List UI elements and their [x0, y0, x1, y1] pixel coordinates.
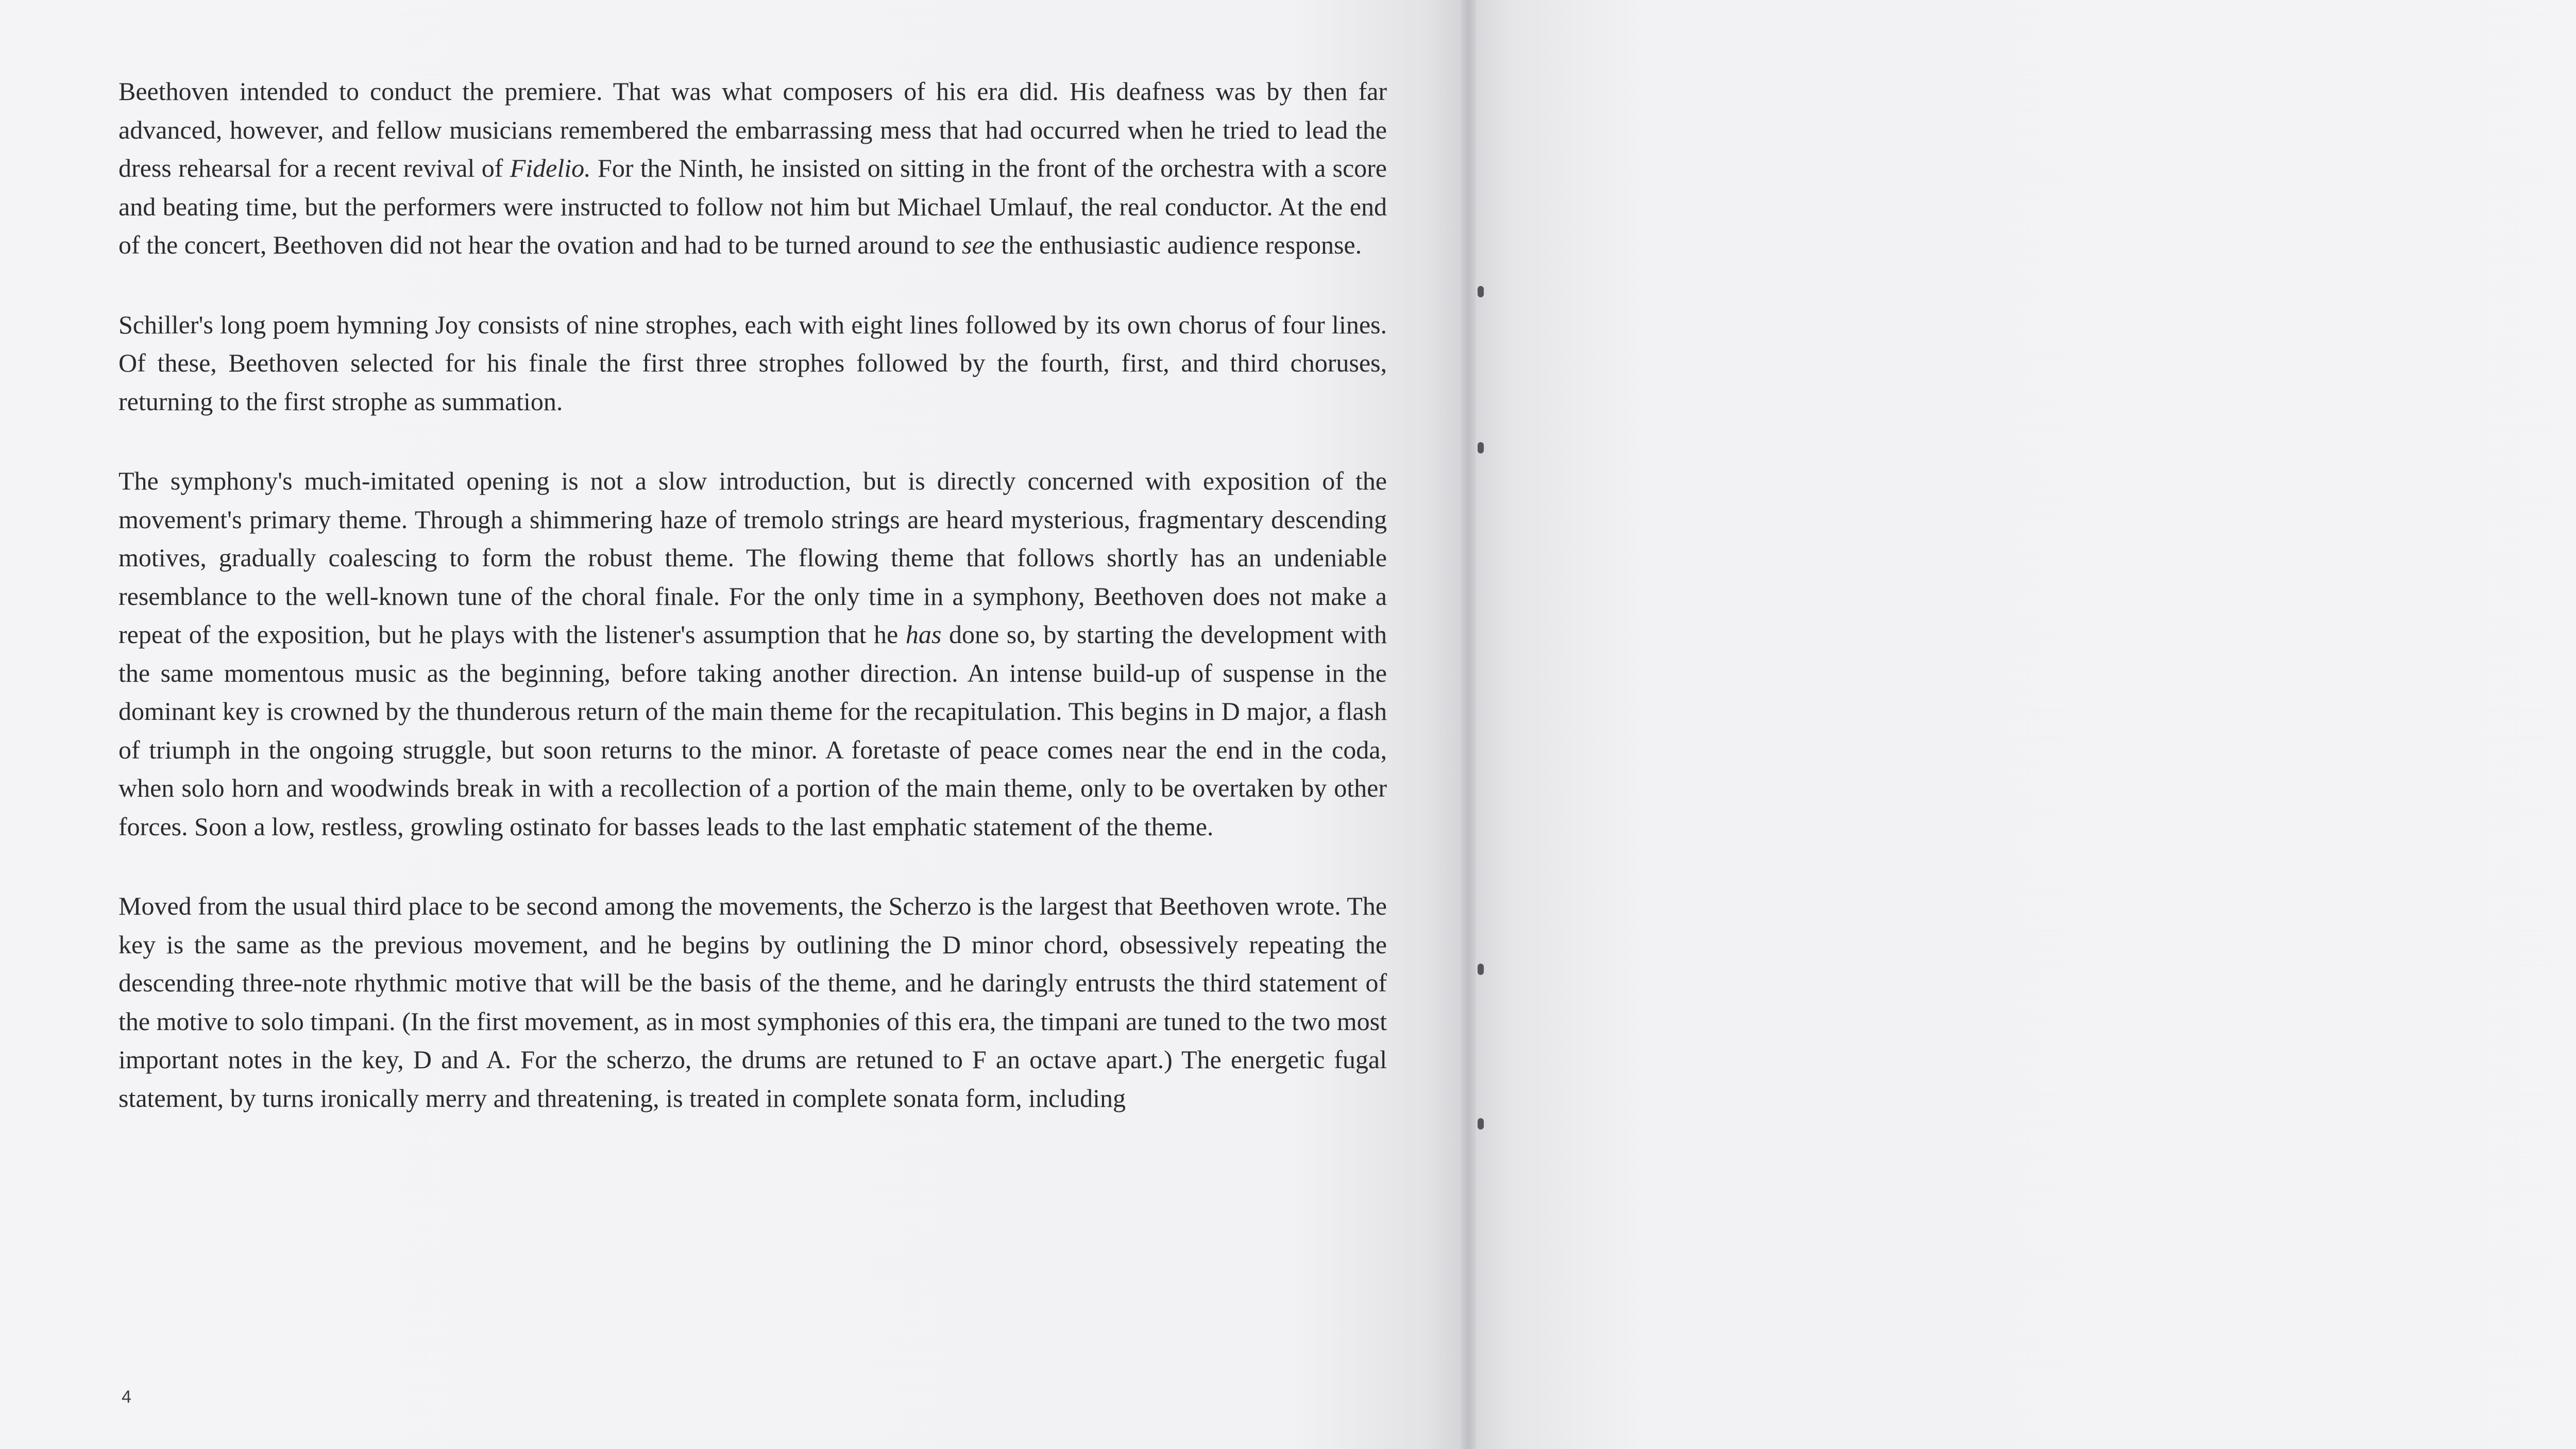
- paragraph-text: The symphony's much-imitated opening is not a slow introduction, but is directly concerned with exposition of the movement's primary theme. Through a shimmering haze of tremolo strings are heard mysterious, fragmentary descending motives, gradually coalescing to form the robust theme. The flowing theme that follows shortly has an undeniable resemblance to the well-known tune of the choral finale. For the only time in a symphony, Beethoven does not make a repeat of the exposition, but he plays with the listener's assumption that he: [118, 466, 1387, 649]
- body-paragraph: [118, 306, 1387, 421]
- staple-mark: [1478, 286, 1484, 297]
- book-gutter: [1461, 0, 1476, 1449]
- staple-mark: [1478, 1118, 1484, 1130]
- page-number-left: 4: [122, 1387, 131, 1407]
- italic-text: see: [962, 230, 995, 259]
- body-paragraph: [118, 462, 1387, 846]
- paragraph-text: For the Ninth, he insisted on sitting in the front of the orchestra with a score and beating time, but the performers were instructed to follow not him but Michael Umlauf, the real conductor. At the end of the concert, Beethoven did not hear the ovation and had to be turned around to: [118, 154, 1387, 259]
- italic-text: has: [905, 620, 942, 649]
- body-paragraph: [118, 72, 1387, 264]
- paragraph-text: Schiller's long poem hymning Joy consists of nine strophes, each with eight lines followed by its own chorus of four lines. Of these, Beethoven selected for his finale the first three strophes followed by the fourth, first, and third choruses, returning to the first strophe as summation.: [118, 310, 1387, 416]
- paragraph-text: Moved from the usual third place to be second among the movements, the Scherzo is the largest that Beethoven wrote. The key is the same as the previous movement, and he begins by outlining the D minor chord, obsessively repeating the descending three-note rhythmic motive that will be the basis of the theme, and he daringly entrusts the third statement of the motive to solo timpani. (In the first movement, as in most symphonies of this era, the timpani are tuned to the two most important notes in the key, D and A. For the scherzo, the drums are retuned to F an octave apart.) The energetic fugal statement, by turns ironically merry and threatening, is treated in complete sonata form, including: [118, 891, 1387, 1113]
- left-page-text: [118, 72, 1387, 1117]
- paragraph-text: done so, by starting the development with the same momentous music as the beginning, before taking another direction. An intense build-up of suspense in the dominant key is crowned by the thunderous return of the main theme for the recapitulation. This begins in D major, a flash of triumph in the ongoing struggle, but soon returns to the minor. A foretaste of peace comes near the end in the coda, when solo horn and woodwinds break in with a recollection of a portion of the main theme, only to be overtaken by other forces. Soon a low, restless, growling ostinato for basses leads to the last emphatic statement of the theme.: [118, 620, 1387, 841]
- italic-text: Fidelio.: [510, 154, 591, 182]
- staple-mark: [1478, 442, 1484, 453]
- paragraph-text: Beethoven intended to conduct the premiere. That was what composers of his era did. His deafness was by then far advanced, however, and fellow musicians remembered the embarrassing mess that had occurred when he tried to lead the dress rehearsal for a recent revival of: [118, 77, 1387, 182]
- right-page: [1468, 0, 2576, 1449]
- staple-mark: [1478, 964, 1484, 975]
- body-paragraph: [118, 887, 1387, 1117]
- paragraph-text: the enthusiastic audience response.: [994, 230, 1362, 259]
